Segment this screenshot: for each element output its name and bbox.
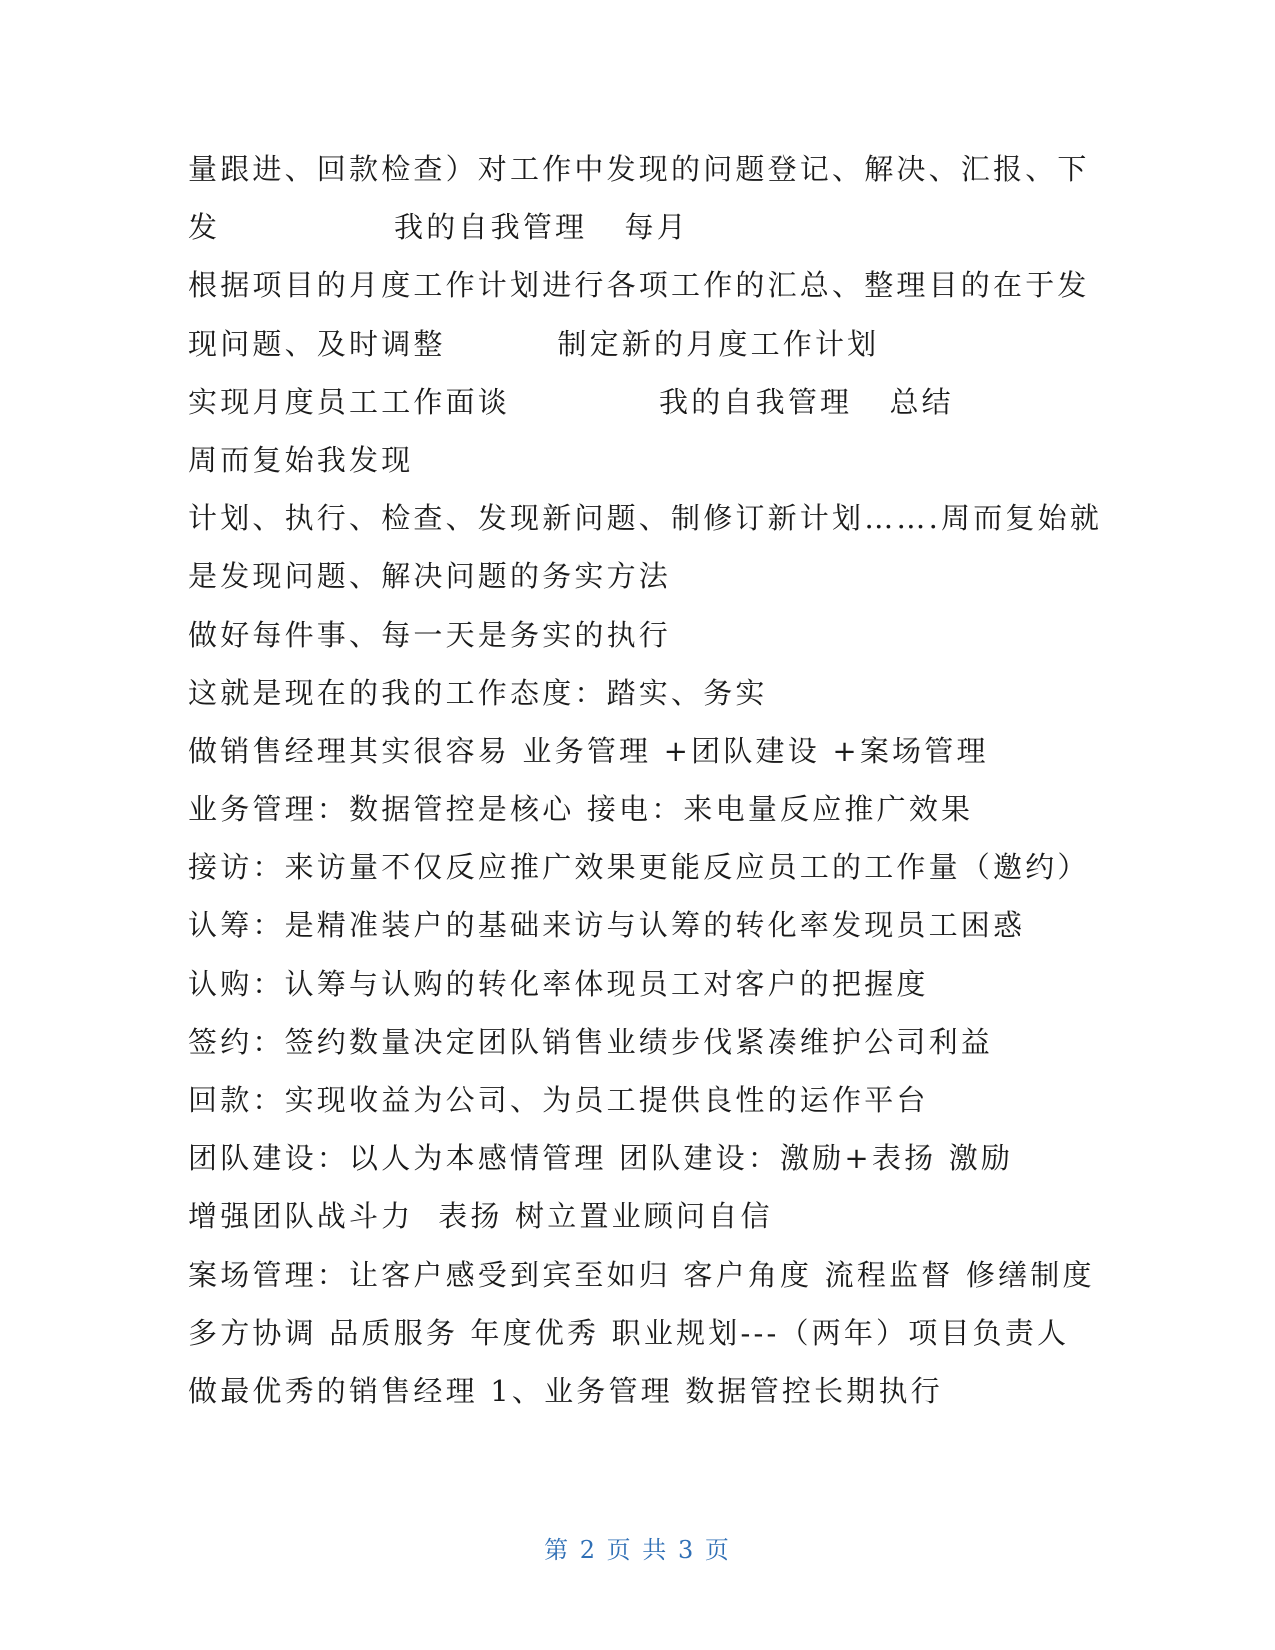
text-line: 增强团队战斗力 表扬 树立置业顾问自信 [188,1199,773,1234]
text-line: 量跟进、回款检查）对工作中发现的问题登记、解决、汇报、下 [188,152,1090,186]
text-line: 做好每件事、每一天是务实的执行 [188,617,672,652]
text-line: 现问题、及时调整 制定新的月度工作计划 [188,326,880,361]
text-line: 发 我的自我管理 每月 [188,210,689,245]
document-body [188,140,1103,1420]
text-line: 计划、执行、检查、发现新问题、制修订新计划…….周而复始就 [188,501,1103,536]
text-line: 团队建设：以人为本感情管理 团队建设：激励+表扬 激励 [188,1141,1014,1176]
text-line: 签约：签约数量决定团队销售业绩步伐紧凑维护公司利益 [188,1024,994,1059]
text-line: 接访：来访量不仅反应推广效果更能反应员工的工作量（邀约） [188,850,1090,885]
text-line: 周而复始我发现 [188,442,414,477]
text-line: 业务管理：数据管控是核心 接电：来电量反应推广效果 [188,792,974,827]
page-number-label: 第 2 页 共 3 页 [544,1536,731,1564]
text-line: 认购：认筹与认购的转化率体现员工对客户的把握度 [188,966,929,1001]
text-line: 回款：实现收益为公司、为员工提供良性的运作平台 [188,1083,929,1117]
page-footer [0,1530,1275,1565]
text-line: 实现月度员工工作面谈 我的自我管理 总结 [188,384,954,419]
text-line: 根据项目的月度工作计划进行各项工作的汇总、整理目的在于发 [188,268,1090,303]
text-line: 认筹：是精准装户的基础来访与认筹的转化率发现员工困惑 [188,908,1026,943]
text-line: 做销售经理其实很容易 业务管理 +团队建设 +案场管理 [188,733,989,768]
text-line: 这就是现在的我的工作态度：踏实、务实 [188,675,768,710]
text-line: 是发现问题、解决问题的务实方法 [188,559,672,594]
text-line: 做最优秀的销售经理 1、业务管理 数据管控长期执行 [188,1373,943,1408]
text-line: 案场管理：让客户感受到宾至如归 客户角度 流程监督 修缮制度 [188,1257,1095,1292]
text-line: 多方协调 品质服务 年度优秀 职业规划---（两年）项目负责人 [188,1315,1070,1350]
